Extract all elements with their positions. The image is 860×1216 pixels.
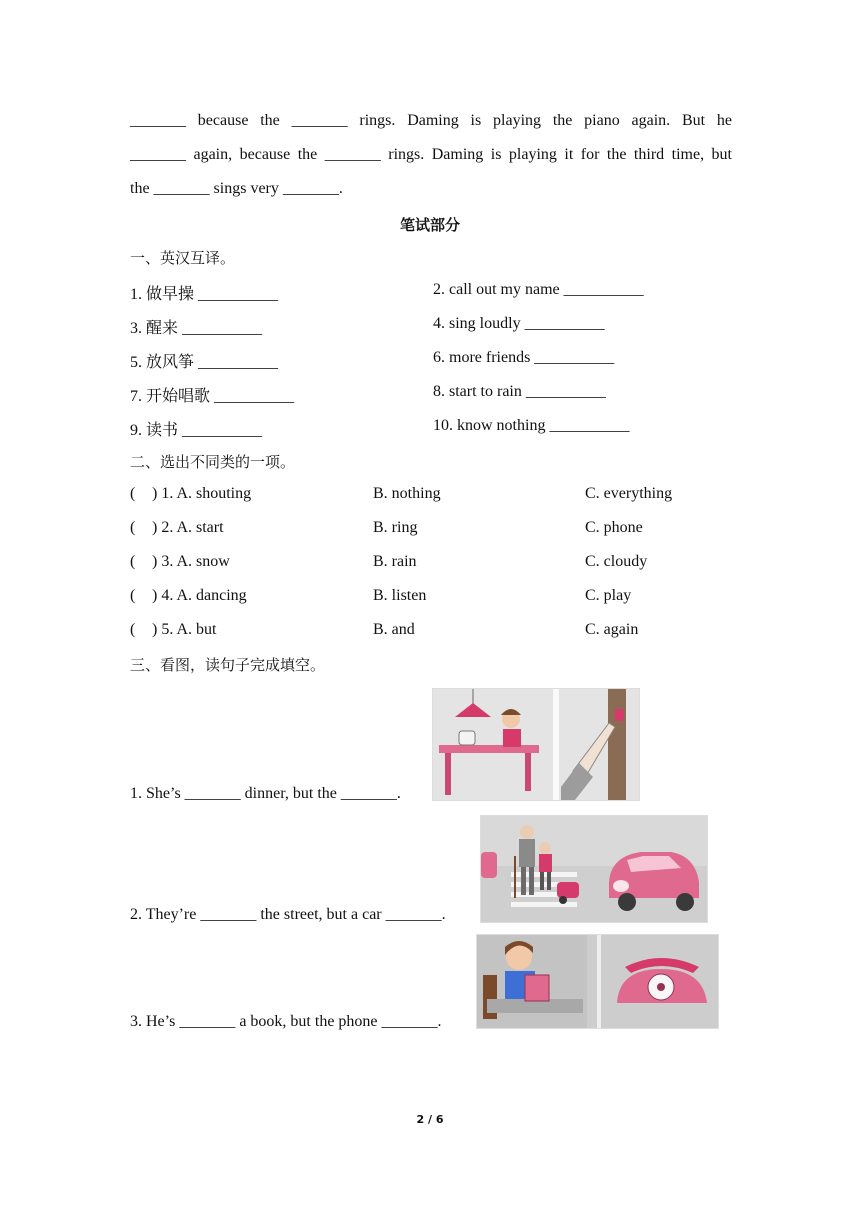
- item-right: 4. sing loudly __________: [433, 315, 605, 332]
- item-left: 1. 做早操 __________: [130, 286, 279, 303]
- option-c: C. play: [585, 587, 632, 604]
- option-c: C. again: [585, 621, 639, 638]
- answer-paren: (: [130, 553, 136, 570]
- option-c: C. phone: [585, 519, 643, 536]
- part3-title: 三、看图，读句子完成填空。: [130, 656, 326, 674]
- picture-sentence-3: 3. He’s _______ a book, but the phone _______.: [130, 1013, 442, 1030]
- option-a: ) 2. A. start: [152, 519, 224, 536]
- item-left: 5. 放风筝 __________: [130, 354, 279, 371]
- list-item: [130, 417, 732, 439]
- list-item: [130, 485, 732, 507]
- list-item: [130, 621, 732, 643]
- list-item: [130, 587, 732, 609]
- part2-title: 二、选出不同类的一项。: [130, 453, 296, 471]
- option-b: B. nothing: [373, 485, 441, 502]
- item-right: 8. start to rain __________: [433, 383, 606, 400]
- option-a: ) 1. A. shouting: [152, 485, 252, 502]
- answer-paren: (: [130, 519, 136, 536]
- answer-paren: (: [130, 621, 136, 638]
- option-b: B. rain: [373, 553, 417, 570]
- passage-line-1: _______ because the _______ rings. Daming is playing the piano again. But he: [130, 112, 732, 129]
- list-item: [130, 519, 732, 541]
- list-item: [130, 315, 732, 337]
- option-c: C. everything: [585, 485, 673, 502]
- picture-dinner-doorbell: [432, 688, 640, 801]
- picture-reading-phone: [476, 934, 719, 1029]
- answer-paren: (: [130, 485, 136, 502]
- picture-sentence-2: 2. They’re _______ the street, but a car _______.: [130, 906, 446, 923]
- item-right: 6. more friends __________: [433, 349, 615, 366]
- picture-street-car: [480, 815, 708, 923]
- part1-title: 一、英汉互译。: [130, 249, 236, 267]
- section-title: 笔试部分: [399, 216, 460, 234]
- picture-sentence-1: 1. She’s _______ dinner, but the _______.: [130, 785, 401, 802]
- list-item: [130, 349, 732, 371]
- item-right: 10. know nothing __________: [433, 417, 630, 434]
- option-a: ) 3. A. snow: [152, 553, 230, 570]
- option-c: C. cloudy: [585, 553, 648, 570]
- option-b: B. and: [373, 621, 415, 638]
- option-b: B. listen: [373, 587, 427, 604]
- list-item: [130, 281, 732, 303]
- item-left: 3. 醒来 __________: [130, 320, 263, 337]
- option-a: ) 4. A. dancing: [152, 587, 247, 604]
- list-item: [130, 553, 732, 575]
- item-left: 7. 开始唱歌 __________: [130, 388, 295, 405]
- option-a: ) 5. A. but: [152, 621, 217, 638]
- answer-paren: (: [130, 587, 136, 604]
- item-right: 2. call out my name __________: [433, 281, 644, 298]
- passage-line-3: the _______ sings very _______.: [130, 180, 343, 197]
- list-item: [130, 383, 732, 405]
- page-number: 2 / 6: [416, 1113, 444, 1126]
- item-left: 9. 读书 __________: [130, 422, 263, 439]
- passage-line-2: _______ again, because the _______ rings. Daming is playing it for the third time, but: [130, 146, 732, 163]
- option-b: B. ring: [373, 519, 418, 536]
